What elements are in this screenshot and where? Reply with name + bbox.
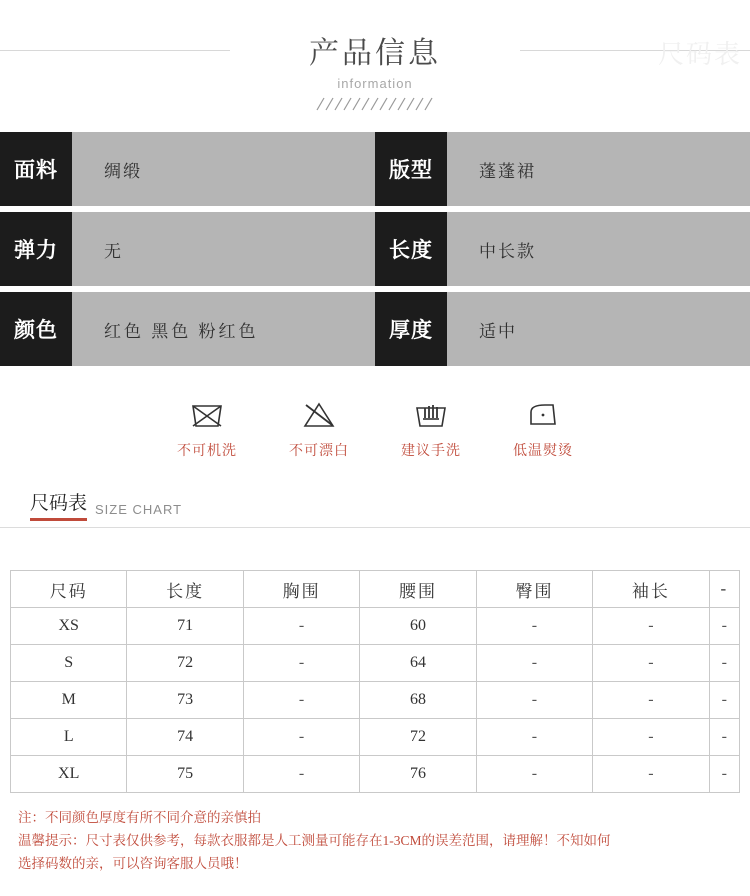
table-header-cell: - xyxy=(709,571,739,608)
header-rule-left xyxy=(0,50,230,51)
table-cell: 76 xyxy=(360,756,476,793)
table-cell: - xyxy=(593,682,709,719)
spec-key-silhouette: 版型 xyxy=(375,132,447,206)
table-cell: 75 xyxy=(127,756,243,793)
spec-key-length: 长度 xyxy=(375,212,447,286)
size-table-container xyxy=(0,570,750,793)
section-divider xyxy=(0,527,750,528)
page-title: 产品信息 xyxy=(309,37,441,70)
table-cell: XL xyxy=(11,756,127,793)
table-cell: 64 xyxy=(360,645,476,682)
spec-value-silhouette: 蓬蓬裙 xyxy=(447,132,750,206)
care-item xyxy=(164,392,250,460)
table-header-cell: 胸围 xyxy=(243,571,359,608)
table-cell: - xyxy=(593,719,709,756)
table-cell: 72 xyxy=(360,719,476,756)
page-subtitle: information xyxy=(337,76,413,91)
table-cell: - xyxy=(476,756,592,793)
table-row xyxy=(11,719,740,756)
notes-block xyxy=(18,807,732,874)
table-header-cell: 长度 xyxy=(127,571,243,608)
note-line: 注：不同颜色厚度有所不同介意的亲慎拍 xyxy=(18,810,261,825)
table-cell: 71 xyxy=(127,608,243,645)
spec-table xyxy=(0,132,750,366)
table-cell: - xyxy=(593,608,709,645)
table-cell: - xyxy=(243,719,359,756)
table-cell: - xyxy=(593,645,709,682)
table-header-cell: 尺码 xyxy=(11,571,127,608)
no-machine-wash-icon xyxy=(164,392,250,436)
table-row xyxy=(11,645,740,682)
note-line: 选择码数的亲，可以咨询客服人员哦！ xyxy=(18,856,248,871)
spec-row xyxy=(0,132,750,206)
table-cell: 60 xyxy=(360,608,476,645)
table-cell: - xyxy=(709,719,739,756)
table-header-cell: 袖长 xyxy=(593,571,709,608)
care-label: 不可机洗 xyxy=(177,444,237,459)
spec-value-color: 红色 黑色 粉红色 xyxy=(72,292,375,366)
care-label: 不可漂白 xyxy=(289,444,349,459)
table-cell: 72 xyxy=(127,645,243,682)
table-cell: XS xyxy=(11,608,127,645)
table-cell: - xyxy=(593,756,709,793)
table-cell: 73 xyxy=(127,682,243,719)
spec-key-color: 颜色 xyxy=(0,292,72,366)
size-chart-title-cn: 尺码表 xyxy=(30,488,87,521)
table-header-cell: 腰围 xyxy=(360,571,476,608)
table-cell: - xyxy=(709,608,739,645)
care-item xyxy=(388,392,474,460)
table-cell: - xyxy=(476,719,592,756)
table-cell: S xyxy=(11,645,127,682)
care-label: 低温熨烫 xyxy=(513,444,573,459)
table-row xyxy=(11,682,740,719)
page-header xyxy=(0,0,750,120)
table-header-cell: 臀围 xyxy=(476,571,592,608)
table-cell: - xyxy=(243,645,359,682)
spec-key-thickness: 厚度 xyxy=(375,292,447,366)
spec-row xyxy=(0,292,750,366)
hand-wash-icon xyxy=(388,392,474,436)
zigzag-divider-icon xyxy=(315,97,435,111)
care-label: 建议手洗 xyxy=(401,444,461,459)
table-cell: - xyxy=(243,756,359,793)
spec-row xyxy=(0,212,750,286)
table-cell: 68 xyxy=(360,682,476,719)
table-header-row xyxy=(11,571,740,608)
care-item xyxy=(276,392,362,460)
table-cell: M xyxy=(11,682,127,719)
no-bleach-icon xyxy=(276,392,362,436)
table-cell: 74 xyxy=(127,719,243,756)
table-cell: - xyxy=(709,645,739,682)
spec-value-fabric: 绸缎 xyxy=(72,132,375,206)
spec-key-fabric: 面料 xyxy=(0,132,72,206)
size-chart-title-en: SIZE CHART xyxy=(95,502,183,517)
table-cell: - xyxy=(476,645,592,682)
table-row xyxy=(11,608,740,645)
table-cell: - xyxy=(476,608,592,645)
spec-value-length: 中长款 xyxy=(447,212,750,286)
table-row xyxy=(11,756,740,793)
spec-value-elasticity: 无 xyxy=(72,212,375,286)
care-item xyxy=(500,392,586,460)
note-line: 温馨提示：尺寸表仅供参考，每款衣服都是人工测量可能存在1-3CM的误差范围，请理解！不知如何 xyxy=(18,833,611,848)
table-cell: - xyxy=(709,756,739,793)
size-table xyxy=(10,570,740,793)
spec-value-thickness: 适中 xyxy=(447,292,750,366)
table-cell: - xyxy=(709,682,739,719)
table-cell: - xyxy=(243,608,359,645)
watermark-text: 尺码表 xyxy=(657,40,742,69)
care-instructions xyxy=(0,392,750,460)
table-cell: - xyxy=(243,682,359,719)
table-cell: - xyxy=(476,682,592,719)
low-temp-iron-icon xyxy=(500,392,586,436)
table-cell: L xyxy=(11,719,127,756)
size-chart-heading xyxy=(30,488,750,521)
spec-key-elasticity: 弹力 xyxy=(0,212,72,286)
